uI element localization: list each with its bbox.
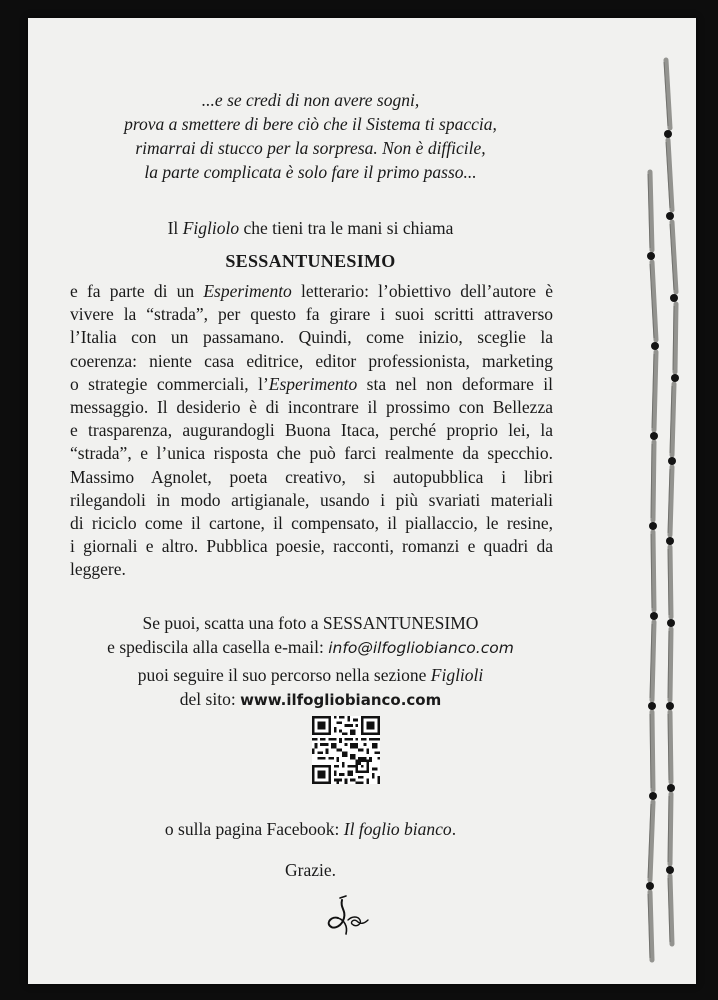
body-text: coerenza: niente casa editrice, editor professionista, marketing	[70, 350, 553, 371]
facebook-line	[28, 817, 593, 841]
intro-text: Il	[167, 218, 183, 238]
thanks: Grazie.	[284, 860, 336, 880]
intro-text: che tieni tra le mani si chiama	[239, 218, 454, 238]
section-prefix: puoi seguire il suo percorso nella sezione	[137, 665, 431, 685]
body-text: Massimo Agnolet, poeta creativo, si autopubblica i libri	[70, 466, 553, 487]
intro-line	[28, 218, 593, 239]
qr-code[interactable]	[312, 716, 380, 784]
facebook-suffix: .	[451, 819, 457, 839]
photo-line: Se puoi, scatta una foto a SESSANTUNESIMO	[142, 613, 479, 633]
signature-mark	[320, 890, 372, 942]
body-paragraph	[70, 280, 553, 581]
body-text: l’Italia con un passamano. Quindi, come inizio, sceglie la	[70, 327, 553, 348]
email-link[interactable]: info@ilfogliobianco.com	[328, 639, 514, 657]
body-text: rilegandoli in modo artigianale, usando i più svariati materiali	[70, 489, 553, 510]
body-line	[70, 280, 553, 303]
body-line	[70, 396, 553, 419]
quote-line: la parte complicata è solo fare il primo passo...	[144, 162, 477, 182]
facebook-prefix: o sulla pagina Facebook:	[164, 819, 344, 839]
website-link[interactable]: www.ilfogliobianco.com	[240, 691, 442, 709]
body-line	[70, 373, 553, 396]
opening-quote	[28, 88, 593, 184]
body-text: e trasparenza, augurandogli Buona Itaca, perché proprio lei, la	[70, 420, 553, 441]
body-line	[70, 558, 553, 581]
body-text: e fa parte di un	[70, 281, 204, 301]
page-text	[28, 18, 696, 984]
body-line	[70, 512, 553, 535]
body-line	[70, 489, 553, 512]
photo-request	[28, 611, 593, 660]
follow-block	[28, 663, 593, 712]
site-prefix: del sito:	[179, 689, 241, 709]
paper-page	[28, 18, 696, 984]
body-text: sta nel non deformare il	[357, 373, 553, 394]
emphasis-text: Esperimento	[268, 373, 358, 394]
body-text: di riciclo come il cartone, il compensato, il piallaccio, le resine,	[70, 512, 553, 533]
site-line	[28, 687, 593, 712]
email-line	[28, 635, 593, 660]
body-text: “strada”, e l’unica risposta che può farci realmente da specchio.	[70, 443, 553, 464]
body-text: letterario: l’obiettivo dell’autore è	[291, 281, 553, 301]
section-line	[28, 663, 593, 687]
body-line	[70, 303, 553, 326]
body-text: leggere.	[70, 559, 126, 580]
section-name: Figlioli	[430, 665, 484, 685]
body-line	[70, 419, 553, 442]
body-text: i giornali e altro. Pubblica poesie, racconti, romanzi e quadri da	[70, 536, 553, 557]
body-text: vivere la “strada”, per questo fa girare i suoi scritti attraverso	[70, 304, 553, 325]
body-line	[70, 442, 553, 465]
quote-line: ...e se credi di non avere sogni,	[201, 90, 420, 110]
body-line	[70, 535, 553, 558]
intro-emphasis: Figliolo	[182, 218, 240, 238]
quote-line: rimarrai di stucco per la sorpresa. Non è difficile,	[135, 138, 486, 158]
body-text: messaggio. Il desiderio è di incontrare il prossimo con Bellezza	[70, 396, 553, 417]
email-prefix: e spediscila alla casella e-mail:	[107, 637, 329, 657]
body-line	[70, 466, 553, 489]
body-line	[70, 350, 553, 373]
body-text: o strategie commerciali, l’	[70, 373, 269, 394]
facebook-page-name[interactable]: Il foglio bianco	[343, 819, 452, 839]
emphasis-text: Esperimento	[203, 281, 292, 301]
body-line	[70, 326, 553, 349]
book-title: SESSANTUNESIMO	[225, 251, 396, 271]
quote-line: prova a smettere di bere ciò che il Sistema ti spaccia,	[124, 114, 497, 134]
